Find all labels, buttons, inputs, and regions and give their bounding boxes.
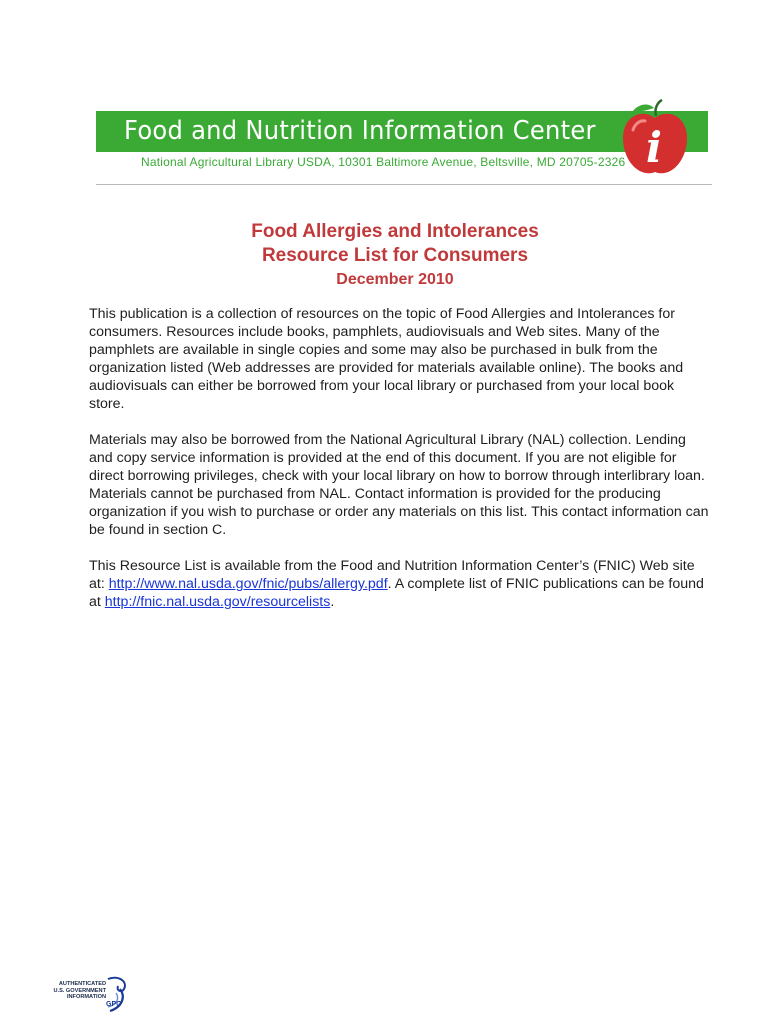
- organization-address: National Agricultural Library USDA, 10301 Baltimore Avenue, Beltsville, MD 20705-2326: [141, 155, 626, 169]
- document-date: December 2010: [336, 271, 454, 288]
- gpo-seal-text: [40, 981, 106, 1001]
- apple-info-logo-icon: [618, 94, 692, 180]
- organization-title: Food and Nutrition Information Center: [124, 116, 596, 146]
- seal-line-2: U.S. GOVERNMENT: [53, 987, 106, 994]
- availability-text-1: This Resource List is available from the Food and Nutrition Information Center’s (FNIC) Web site at:: [89, 558, 695, 592]
- availability-paragraph: [89, 557, 709, 611]
- resource-lists-link[interactable]: http://fnic.nal.usda.gov/resourcelists: [104, 594, 331, 610]
- document-title-line1: Food Allergies and Intolerances: [251, 221, 539, 242]
- header-banner: [96, 111, 708, 152]
- logo-letter: i: [646, 123, 662, 172]
- availability-text-2: . A complete list of FNIC publications can be found at: [89, 576, 704, 610]
- availability-text-3: .: [330, 594, 335, 610]
- intro-paragraph: This publication is a collection of resources on the topic of Food Allergies and Intolerances for consumers. Resources include books, pamphlets, audiovisuals and Web sites. Many of the pamphlets are available in single copies and some may also be purchased in bulk from the organization listed (Web addresses are provided for materials available online). The books and audiovisuals can either be borrowed from your local library or purchased from your local book store.: [89, 306, 684, 412]
- eagle-icon: [102, 975, 130, 1015]
- gpo-mark: GPO: [106, 1001, 122, 1008]
- header-divider: [96, 184, 712, 185]
- seal-line-3: INFORMATION: [66, 994, 106, 1000]
- seal-line-1: AUTHENTICATED: [58, 981, 106, 987]
- allergy-pdf-link[interactable]: http://www.nal.usda.gov/fnic/pubs/allergy.pdf: [108, 576, 388, 592]
- borrowing-paragraph: Materials may also be borrowed from the National Agricultural Library (NAL) collection. Lending and copy service information is provided at the end of this document. If you are not eligible for direct borrowing privileges, check with your local library on how to borrow through interlibrary loan. Materials cannot be purchased from NAL. Contact information is provided for the producing organization if you wish to purchase or order any materials on this list. This contact information can be found in section C.: [89, 432, 709, 538]
- gpo-authentication-seal: [40, 975, 130, 1017]
- document-title-line2: Resource List for Consumers: [261, 245, 529, 266]
